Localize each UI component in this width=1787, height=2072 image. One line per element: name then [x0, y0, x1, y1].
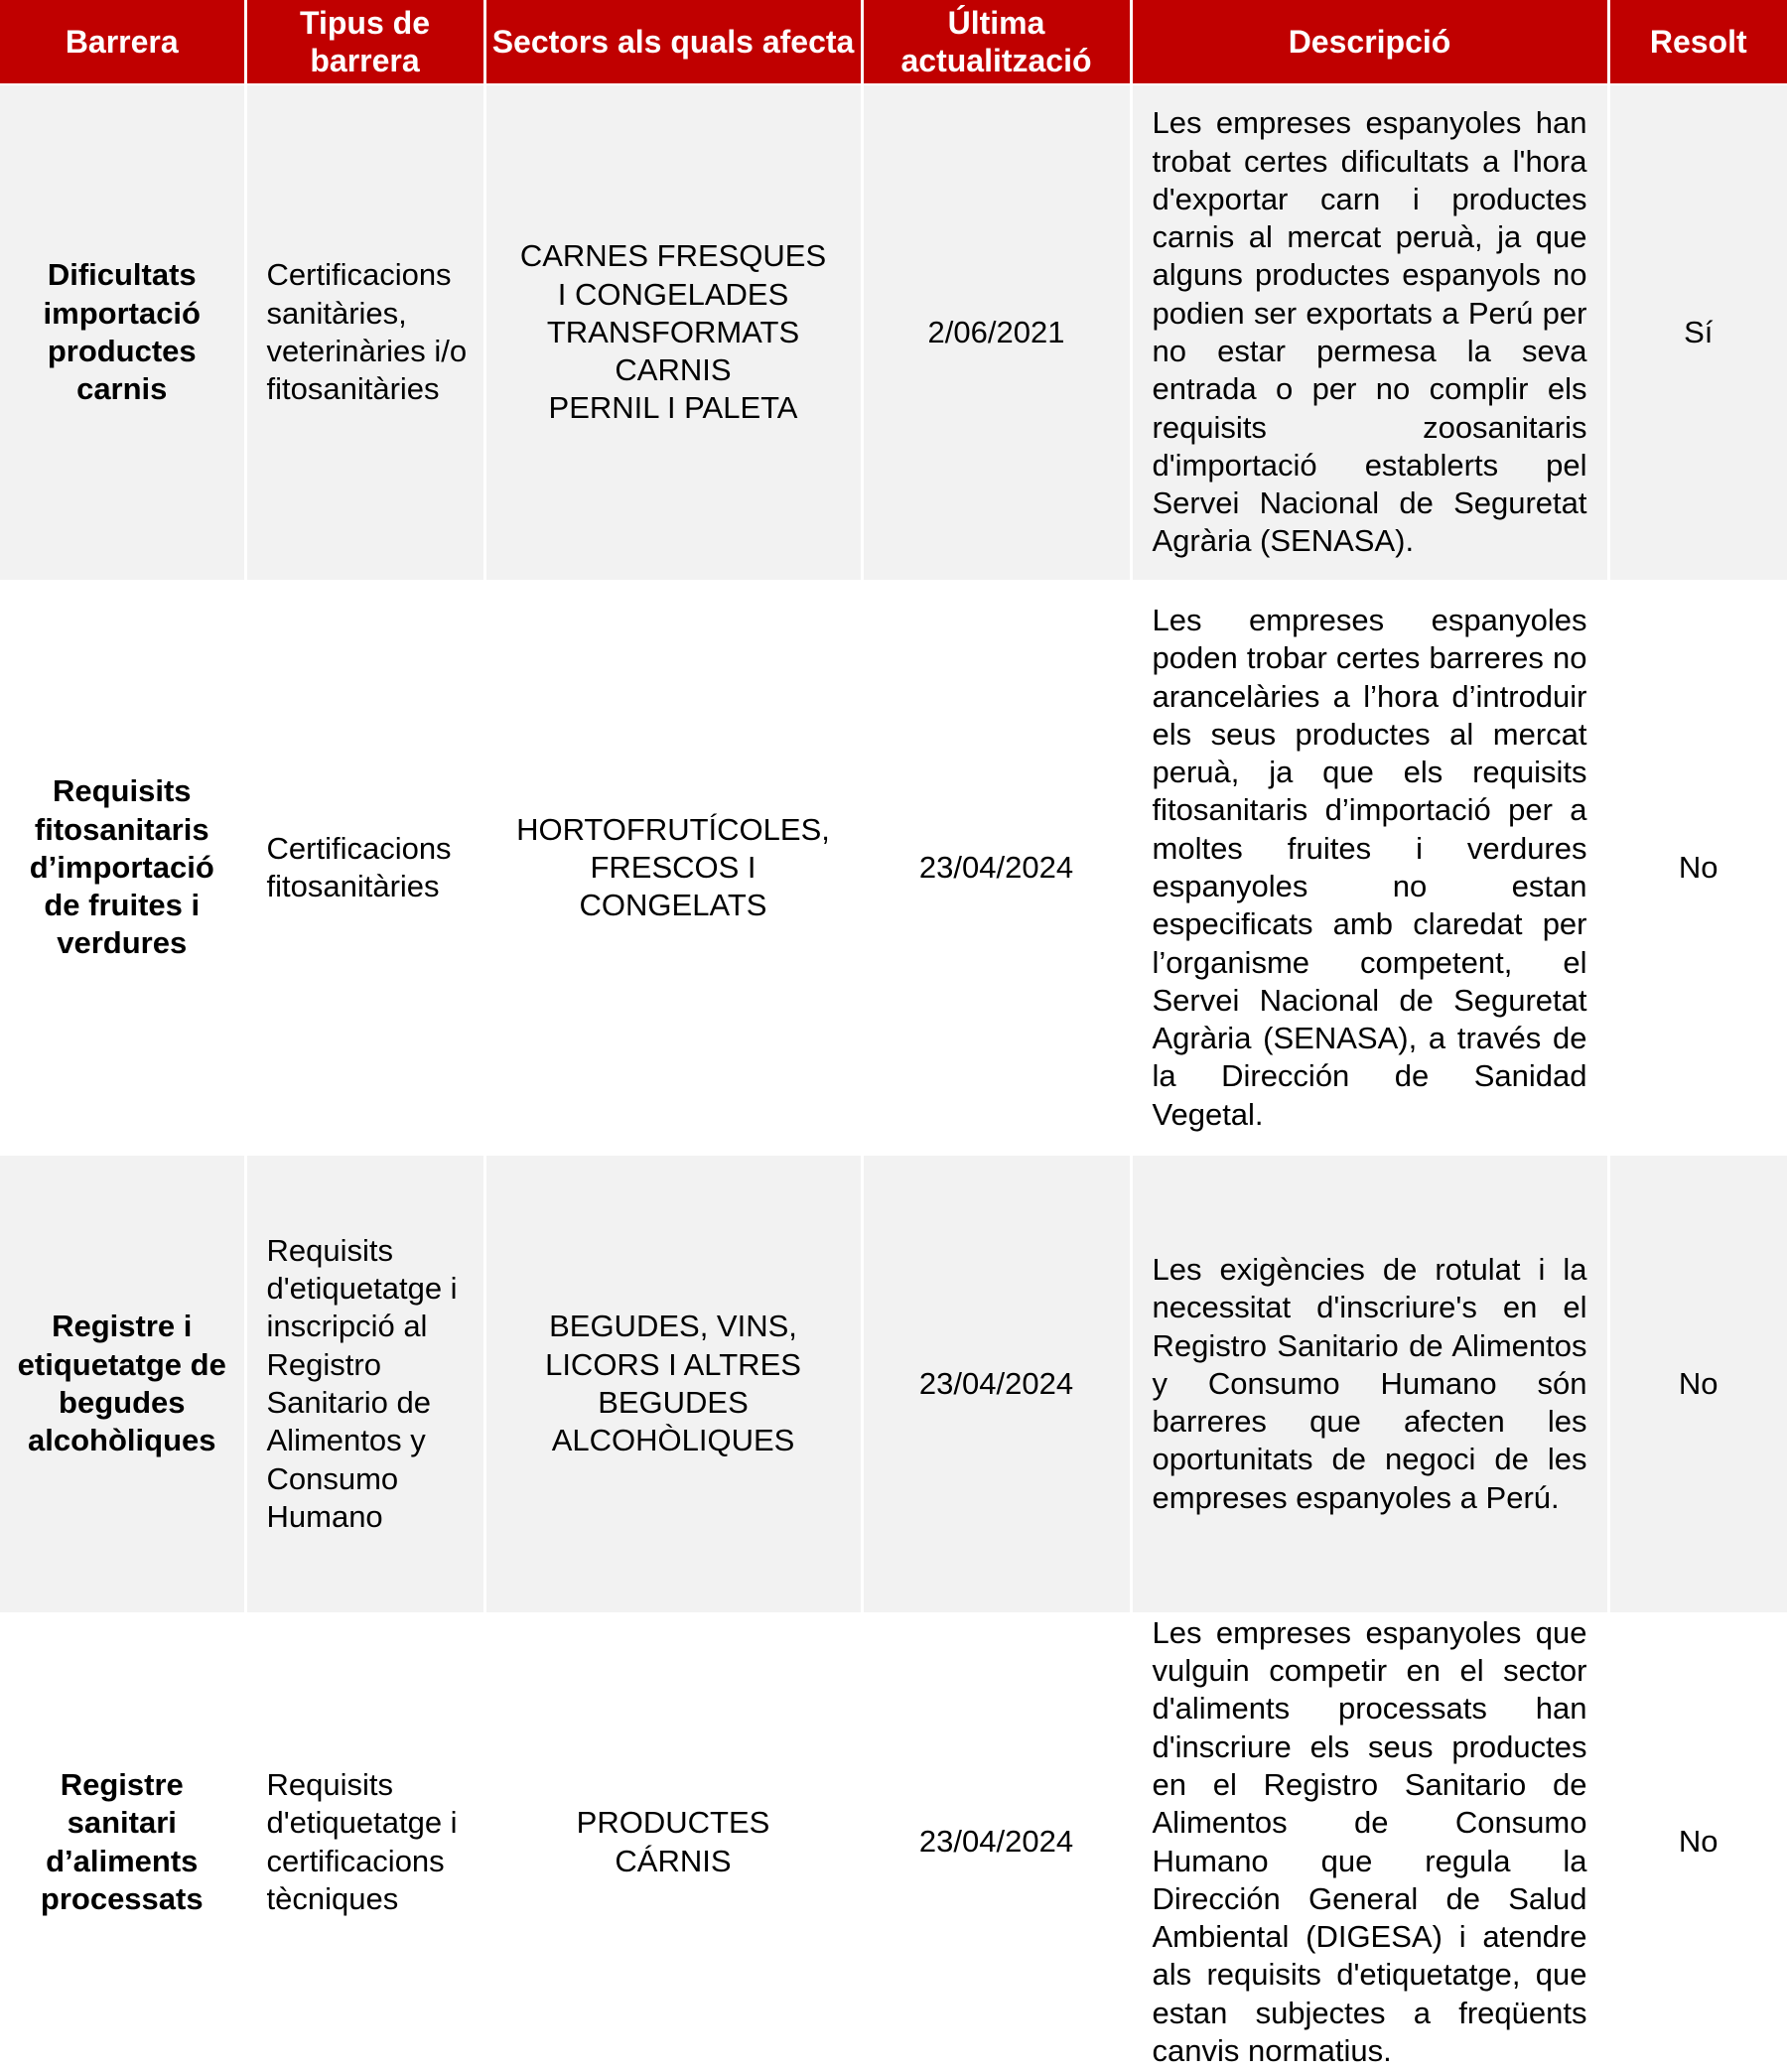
- sector-line: BEGUDES, VINS,: [549, 1309, 797, 1344]
- sector-line: TRANSFORMATS: [546, 314, 800, 349]
- sector-line: FRESCOS I: [590, 849, 756, 885]
- sectors-cell: [484, 84, 862, 580]
- table-row: [0, 580, 1787, 1156]
- resolved-cell: No: [1608, 580, 1787, 1156]
- header-data: Última actualització: [862, 0, 1131, 84]
- sectors-cell: [484, 1156, 862, 1612]
- tipus-cell: Certificacions fitosanitàries: [245, 580, 484, 1156]
- table-row: [0, 1156, 1787, 1612]
- description-cell: Les empreses espanyoles poden trobar certes barreres no arancelàries a l’hora d’introduir els seus productes al mercat peruà, ja que els requisits fitosanitaris d’importació per a moltes fruites i verdures espanyoles no estan especificats amb claredat per l’organisme competent, el Servei Nacional de Seguretat Agrària (SENASA), a través de la Dirección de Sanidad Vegetal.: [1131, 580, 1608, 1156]
- date-cell: 23/04/2024: [862, 1156, 1131, 1612]
- sector-line: BEGUDES: [598, 1385, 749, 1420]
- barrera-cell: Registre i etiquetatge de begudes alcohòliques: [0, 1156, 245, 1612]
- sector-line: ALCOHÒLIQUES: [551, 1423, 795, 1458]
- resolved-cell: No: [1608, 1612, 1787, 2072]
- date-cell: 2/06/2021: [862, 84, 1131, 580]
- table-row: [0, 1612, 1787, 2072]
- sector-line: CÁRNIS: [615, 1843, 732, 1878]
- header-row: [0, 0, 1787, 84]
- header-sectors: Sectors als quals afecta: [484, 0, 862, 84]
- sector-line: PERNIL I PALETA: [548, 390, 798, 426]
- tipus-cell: Requisits d'etiquetatge i inscripció al Registro Sanitario de Alimentos y Consumo Humano: [245, 1156, 484, 1612]
- sectors-cell: [484, 1612, 862, 2072]
- table-row: [0, 84, 1787, 580]
- sector-line: I CONGELADES: [557, 276, 789, 312]
- header-barrera: Barrera: [0, 0, 245, 84]
- header-resolt: Resolt: [1608, 0, 1787, 84]
- tipus-cell: Requisits d'etiquetatge i certificacions tècniques: [245, 1612, 484, 2072]
- sector-line: CARNES FRESQUES: [519, 238, 827, 274]
- tipus-cell: Certificacions sanitàries, veterinàries i/o fitosanitàries: [245, 84, 484, 580]
- description-cell: Les empreses espanyoles han trobat certes dificultats a l'hora d'exportar carn i productes carnis al mercat peruà, ja que alguns productes espanyols no podien ser exportats a Perú per no estar permesa la seva entrada o per no complir els requisits zoosanitaris d'importació establerts pel Servei Nacional de Seguretat Agrària (SENASA).: [1131, 84, 1608, 580]
- sector-line: CARNIS: [615, 352, 732, 388]
- header-tipus: Tipus de barrera: [245, 0, 484, 84]
- description-cell: Les empreses espanyoles que vulguin competir en el sector d'aliments processats han d'inscriure els seus productes en el Registro Sanitario de Alimentos de Consumo Humano que regula la Dirección General de Salud Ambiental (DIGESA) i atendre als requisits d'etiquetatge, que estan subjectes a freqüents canvis normatius.: [1131, 1612, 1608, 2072]
- barrera-cell: Requisits fitosanitaris d’importació de fruites i verdures: [0, 580, 245, 1156]
- header-descripcio: Descripció: [1131, 0, 1608, 84]
- date-cell: 23/04/2024: [862, 1612, 1131, 2072]
- resolved-cell: No: [1608, 1156, 1787, 1612]
- barrera-cell: Registre sanitari d’aliments processats: [0, 1612, 245, 2072]
- description-cell: Les exigències de rotulat i la necessitat d'inscriure's en el Registro Sanitario de Alimentos y Consumo Humano són barreres que afecten les oportunitats de negoci de les empreses espanyoles a Perú.: [1131, 1156, 1608, 1612]
- sector-line: PRODUCTES: [576, 1805, 770, 1841]
- sector-line: LICORS I ALTRES: [545, 1346, 801, 1382]
- sector-line: HORTOFRUTÍCOLES,: [516, 811, 830, 847]
- sector-line: CONGELATS: [579, 888, 767, 923]
- barrera-cell: Dificultats importació productes carnis: [0, 84, 245, 580]
- sectors-cell: [484, 580, 862, 1156]
- resolved-cell: Sí: [1608, 84, 1787, 580]
- date-cell: 23/04/2024: [862, 580, 1131, 1156]
